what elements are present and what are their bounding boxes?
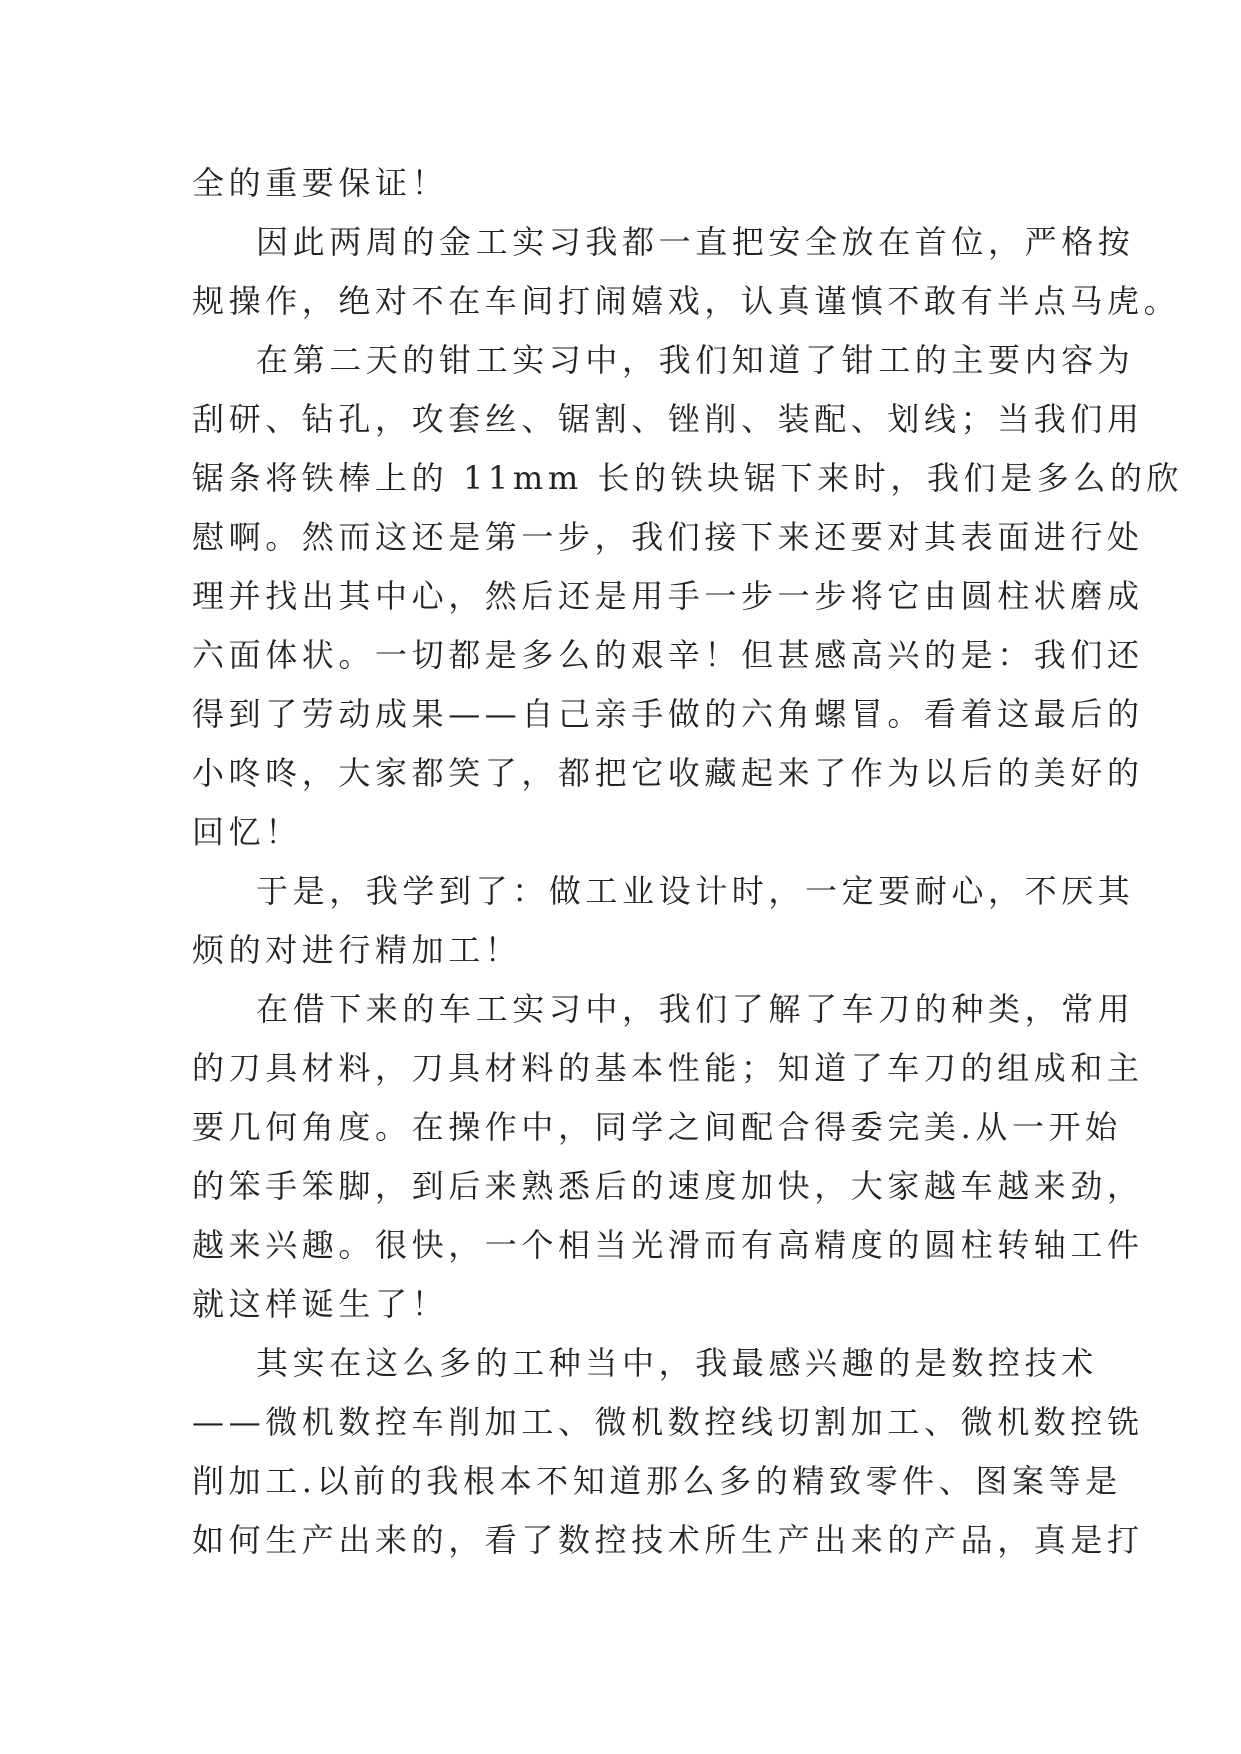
text-line: 理并找出其中心，然后还是用手一步一步将它由圆柱状磨成 (192, 577, 1144, 615)
text-line: 慰啊。然而这还是第一步，我们接下来还要对其表面进行处 (192, 518, 1144, 556)
text-line: 要几何角度。在操作中，同学之间配合得委完美.从一开始 (192, 1108, 1122, 1146)
paragraph-start-line: 在借下来的车工实习中，我们了解了车刀的种类，常用 (256, 990, 1135, 1028)
text-line: 规操作，绝对不在车间打闹嬉戏，认真谨慎不敢有半点马虎。 (192, 282, 1181, 320)
text-line: 刮研、钻孔，攻套丝、锯割、锉削、装配、划线；当我们用 (192, 400, 1144, 438)
text-line: 削加工.以前的我根本不知道那么多的精致零件、图案等是 (192, 1462, 1122, 1500)
paragraph-start-line: 于是，我学到了：做工业设计时，一定要耐心，不厌其 (256, 872, 1135, 910)
text-line: 的刀具材料，刀具材料的基本性能；知道了车刀的组成和主 (192, 1049, 1144, 1087)
paragraph-start-line: 在第二天的钳工实习中，我们知道了钳工的主要内容为 (256, 341, 1135, 379)
document-body (192, 154, 1184, 1570)
paragraph-start-line: 因此两周的金工实习我都一直把安全放在首位，严格按 (256, 223, 1135, 261)
text-line: 如何生产出来的，看了数控技术所生产出来的产品，真是打 (192, 1521, 1144, 1559)
text-line: 全的重要保证！ (192, 164, 449, 202)
text-line: 六面体状。一切都是多么的艰辛！但甚感高兴的是：我们还 (192, 636, 1144, 674)
text-line: 小咚咚，大家都笑了，都把它收藏起来了作为以后的美好的 (192, 754, 1144, 792)
text-line: ——微机数控车削加工、微机数控线切割加工、微机数控铣 (192, 1403, 1144, 1441)
text-line: 烦的对进行精加工！ (192, 931, 522, 969)
text-line: 得到了劳动成果——自己亲手做的六角螺冒。看着这最后的 (192, 695, 1144, 733)
text-line: 回忆！ (192, 813, 302, 851)
text-line: 就这样诞生了！ (192, 1285, 449, 1323)
text-line: 越来兴趣。很快，一个相当光滑而有高精度的圆柱转轴工件 (192, 1226, 1144, 1264)
text-line: 锯条将铁棒上的 11mm 长的铁块锯下来时，我们是多么的欣 (192, 459, 1184, 497)
text-line: 的笨手笨脚，到后来熟悉后的速度加快，大家越车越来劲， (192, 1167, 1144, 1205)
paragraph-start-line: 其实在这么多的工种当中，我最感兴趣的是数控技术 (256, 1344, 1098, 1382)
